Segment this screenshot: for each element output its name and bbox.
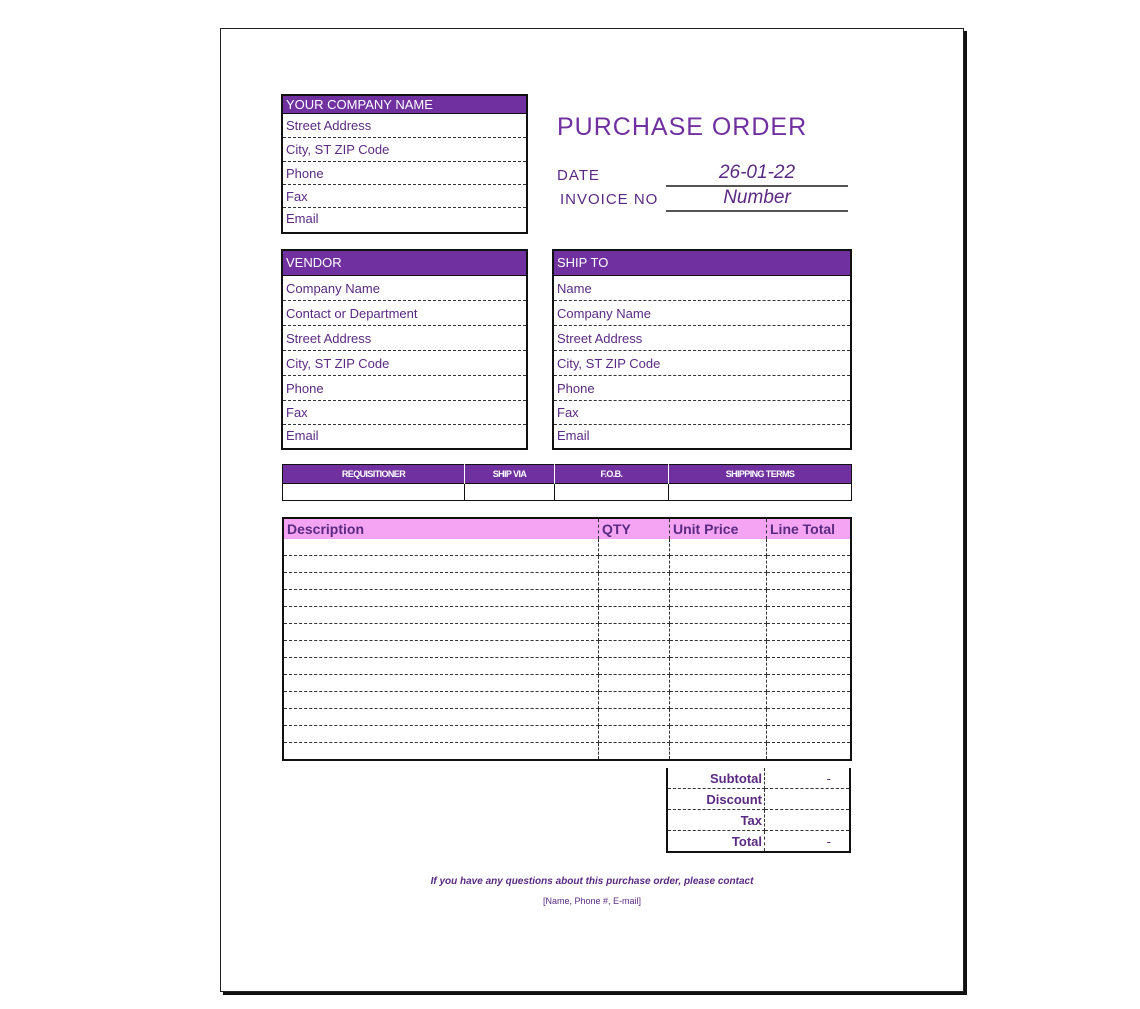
company-email: Email [286, 211, 319, 226]
item-qty-cell[interactable] [599, 641, 670, 658]
subtotal-label: Subtotal [667, 768, 765, 789]
qty-header: QTY [599, 518, 670, 539]
item-line-total-cell[interactable] [767, 726, 852, 743]
company-fax: Fax [283, 185, 526, 208]
fob-header: F.O.B. [555, 465, 669, 484]
item-row [283, 726, 851, 743]
fob-cell[interactable] [555, 484, 669, 501]
purchase-order-page [220, 28, 964, 992]
item-description-cell[interactable] [283, 692, 599, 709]
line-total-header: Line Total [767, 518, 852, 539]
discount-value[interactable] [765, 789, 851, 810]
invoice-value[interactable]: Number [666, 187, 848, 212]
item-line-total-cell[interactable] [767, 658, 852, 675]
item-line-total-cell[interactable] [767, 743, 852, 761]
description-header: Description [283, 518, 599, 539]
requisitioner-cell[interactable] [283, 484, 465, 501]
item-line-total-cell[interactable] [767, 590, 852, 607]
invoice-label: INVOICE NO [560, 191, 659, 208]
item-description-cell[interactable] [283, 590, 599, 607]
item-row [283, 692, 851, 709]
footer-contact-note: If you have any questions about this purchase order, please contact [430, 876, 754, 887]
tax-label: Tax [667, 810, 765, 831]
item-unit-price-cell[interactable] [670, 607, 767, 624]
ship-to-box [552, 249, 852, 450]
item-row [283, 590, 851, 607]
item-unit-price-cell[interactable] [670, 692, 767, 709]
item-description-cell[interactable] [283, 641, 599, 658]
item-line-total-cell[interactable] [767, 539, 852, 556]
item-unit-price-cell[interactable] [670, 590, 767, 607]
item-row [283, 624, 851, 641]
item-row [283, 709, 851, 726]
ship-to-line: City, ST ZIP Code [554, 351, 850, 376]
item-qty-cell[interactable] [599, 590, 670, 607]
ship-via-cell[interactable] [465, 484, 555, 501]
item-row [283, 641, 851, 658]
item-row [283, 556, 851, 573]
item-row [283, 573, 851, 590]
ship-via-header: SHIP VIA [465, 465, 555, 484]
item-unit-price-cell[interactable] [670, 573, 767, 590]
vendor-line: Fax [283, 401, 526, 425]
item-line-total-cell[interactable] [767, 692, 852, 709]
item-unit-price-cell[interactable] [670, 726, 767, 743]
date-value[interactable]: 26-01-22 [666, 162, 848, 187]
item-unit-price-cell[interactable] [670, 658, 767, 675]
vendor-line: Contact or Department [283, 301, 526, 326]
page-title: PURCHASE ORDER [557, 113, 808, 141]
ship-to-line: Name [554, 276, 850, 301]
shipping-table [282, 464, 852, 501]
item-qty-cell[interactable] [599, 726, 670, 743]
subtotal-value: - [765, 768, 851, 789]
item-row [283, 607, 851, 624]
company-street: Street Address [283, 114, 526, 138]
item-line-total-cell[interactable] [767, 641, 852, 658]
item-description-cell[interactable] [283, 743, 599, 761]
tax-value[interactable] [765, 810, 851, 831]
item-qty-cell[interactable] [599, 539, 670, 556]
vendor-title: VENDOR [283, 251, 526, 276]
item-unit-price-cell[interactable] [670, 709, 767, 726]
vendor-line: Company Name [283, 276, 526, 301]
discount-label: Discount [667, 789, 765, 810]
vendor-line: Phone [283, 376, 526, 401]
item-qty-cell[interactable] [599, 675, 670, 692]
item-row [283, 539, 851, 556]
company-phone: Phone [283, 162, 526, 185]
ship-to-line: Email [557, 428, 590, 443]
item-description-cell[interactable] [283, 624, 599, 641]
vendor-line: City, ST ZIP Code [283, 351, 526, 376]
item-unit-price-cell[interactable] [670, 675, 767, 692]
item-description-cell[interactable] [283, 573, 599, 590]
unit-price-header: Unit Price [670, 518, 767, 539]
ship-to-line: Street Address [554, 326, 850, 351]
item-description-cell[interactable] [283, 539, 599, 556]
item-qty-cell[interactable] [599, 658, 670, 675]
item-description-cell[interactable] [283, 607, 599, 624]
item-qty-cell[interactable] [599, 607, 670, 624]
item-unit-price-cell[interactable] [670, 539, 767, 556]
company-name: YOUR COMPANY NAME [283, 96, 526, 114]
vendor-line: Email [286, 428, 319, 443]
company-box [281, 94, 528, 234]
item-line-total-cell[interactable] [767, 573, 852, 590]
item-unit-price-cell[interactable] [670, 624, 767, 641]
item-qty-cell[interactable] [599, 692, 670, 709]
total-label: Total [667, 831, 765, 853]
vendor-line: Street Address [283, 326, 526, 351]
item-description-cell[interactable] [283, 556, 599, 573]
item-line-total-cell[interactable] [767, 709, 852, 726]
ship-to-title: SHIP TO [554, 251, 850, 276]
company-city: City, ST ZIP Code [283, 138, 526, 162]
vendor-box [281, 249, 528, 450]
item-qty-cell[interactable] [599, 709, 670, 726]
item-unit-price-cell[interactable] [670, 556, 767, 573]
item-row [283, 658, 851, 675]
item-description-cell[interactable] [283, 709, 599, 726]
item-line-total-cell[interactable] [767, 624, 852, 641]
shipping-terms-cell[interactable] [669, 484, 852, 501]
item-row [283, 675, 851, 692]
ship-to-line: Phone [554, 376, 850, 401]
item-line-total-cell[interactable] [767, 607, 852, 624]
item-qty-cell[interactable] [599, 556, 670, 573]
requisitioner-header: REQUISITIONER [283, 465, 465, 484]
item-description-cell[interactable] [283, 675, 599, 692]
item-unit-price-cell[interactable] [670, 641, 767, 658]
item-qty-cell[interactable] [599, 573, 670, 590]
ship-to-line: Fax [554, 401, 850, 425]
ship-to-line: Company Name [554, 301, 850, 326]
item-unit-price-cell[interactable] [670, 743, 767, 761]
date-label: DATE [557, 167, 600, 184]
items-table [282, 517, 852, 761]
item-qty-cell[interactable] [599, 624, 670, 641]
item-description-cell[interactable] [283, 658, 599, 675]
item-description-cell[interactable] [283, 726, 599, 743]
total-value: - [826, 833, 831, 849]
item-line-total-cell[interactable] [767, 675, 852, 692]
item-qty-cell[interactable] [599, 743, 670, 761]
item-row [283, 743, 851, 761]
item-line-total-cell[interactable] [767, 556, 852, 573]
shipping-terms-header: SHIPPING TERMS [669, 465, 852, 484]
totals-table [666, 768, 851, 853]
footer-contact-details: [Name, Phone #, E-mail] [542, 896, 642, 906]
